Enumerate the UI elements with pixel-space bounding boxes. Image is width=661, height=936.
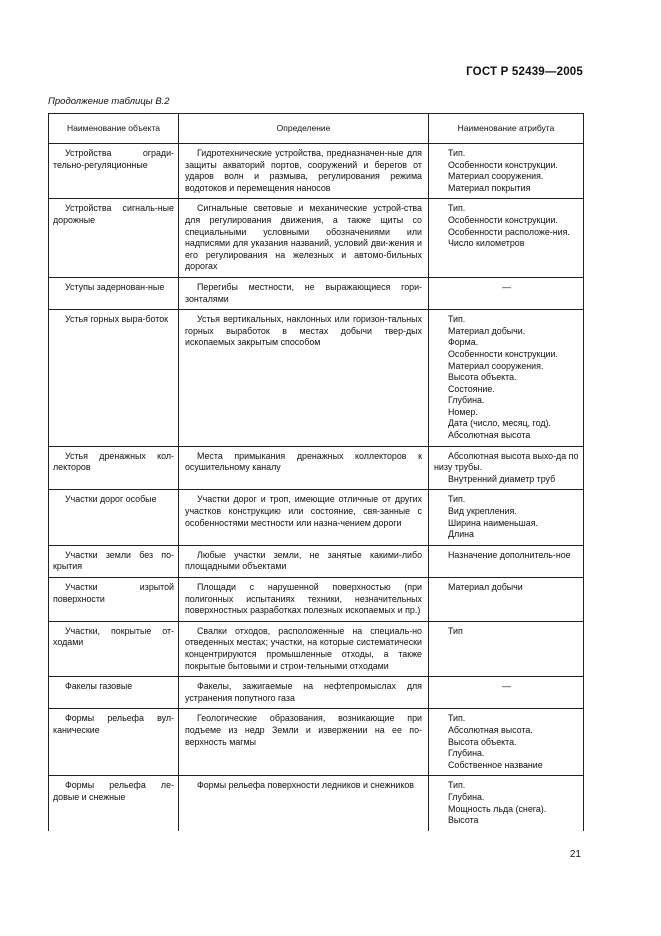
attributes-cell xyxy=(429,677,584,709)
object-name-cell: Устья горных выра-боток xyxy=(49,310,179,447)
attribute-item: Глубина. xyxy=(448,395,485,406)
attribute-item: Тип. xyxy=(448,314,466,325)
table-row xyxy=(49,310,584,447)
attribute-item: — xyxy=(502,681,511,692)
attribute-item: Тип xyxy=(448,625,463,636)
attribute-item: Тип. xyxy=(448,494,466,505)
attribute-item: Тип. xyxy=(448,780,466,791)
definition-cell: Устья вертикальных, наклонных или горизон-тальных горных выработок в местах добычи твер-дых ископаемых закрытым способом xyxy=(179,310,429,447)
attributes-cell xyxy=(429,776,584,831)
object-name-cell: Факелы газовые xyxy=(49,677,179,709)
object-name-cell: Участки изрытой поверхности xyxy=(49,578,179,622)
attribute-item: Форма. xyxy=(448,337,479,348)
document-code: ГОСТ Р 52439—2005 xyxy=(466,66,583,78)
attribute-item: Материал добычи xyxy=(448,582,523,592)
attribute-item: Тип. xyxy=(448,148,466,158)
table-row xyxy=(49,776,584,831)
attributes-cell xyxy=(429,277,584,309)
attributes-cell xyxy=(429,709,584,776)
attribute-item: Мощность льда (снега). xyxy=(448,803,547,814)
table-row xyxy=(49,677,584,709)
attribute-item: Ширина наименьшая. xyxy=(448,517,538,528)
definition-cell: Формы рельефа поверхности ледников и снежников xyxy=(179,776,429,831)
attribute-item: Высота объекта. xyxy=(448,372,517,383)
attribute-item: Материал сооружения. xyxy=(448,171,544,182)
attribute-item: Высота объекта. xyxy=(448,736,517,747)
table-row xyxy=(49,277,584,309)
object-name-cell: Участки, покрытые от-ходами xyxy=(49,621,179,676)
object-name-cell: Участки земли без по-крытия xyxy=(49,545,179,577)
attribute-item: Собственное название xyxy=(448,759,543,770)
attribute-item: Абсолютная высота. xyxy=(448,724,533,735)
table-row xyxy=(49,545,584,577)
attribute-item: Дата (число, месяц, год). xyxy=(448,418,551,429)
object-name-cell: Формы рельефа ле-довые и снежные xyxy=(49,776,179,831)
attribute-item: Абсолютная высота xyxy=(448,430,531,441)
attribute-item: Вид укрепления. xyxy=(448,506,517,517)
attribute-item: Длина xyxy=(448,529,474,540)
object-name-cell: Устья дренажных кол-лекторов xyxy=(49,446,179,490)
attributes-cell xyxy=(429,144,584,199)
definition-cell: Свалки отходов, расположенные на специаль-но отведенных местах; участки, на которые систематически концентрируются промышленные отходы, а также покрытые бытовыми и строи-тельными отходами xyxy=(179,621,429,676)
table-row xyxy=(49,621,584,676)
object-name-cell: Формы рельефа вул-канические xyxy=(49,709,179,776)
attribute-item: Особенности конструкции. xyxy=(448,159,558,170)
definition-cell: Любые участки земли, не занятые какими-либо площадными объектами xyxy=(179,545,429,577)
definition-cell: Перегибы местности, не выражающиеся гори-зонталями xyxy=(179,277,429,309)
definitions-table xyxy=(48,113,584,831)
definition-cell: Участки дорог и троп, имеющие отличные от других участков конструкцию или состояние, свя-занные с особенностями местности или назна-чением дороги xyxy=(179,490,429,545)
column-header-attribute-name: Наименование атрибута xyxy=(429,114,584,144)
attribute-item: Состояние. xyxy=(448,383,495,394)
object-name-cell: Участки дорог особые xyxy=(49,490,179,545)
table-row xyxy=(49,709,584,776)
attributes-cell xyxy=(429,446,584,490)
attributes-cell xyxy=(429,310,584,447)
column-header-definition: Определение xyxy=(179,114,429,144)
column-header-object-name: Наименование объекта xyxy=(49,114,179,144)
attributes-cell xyxy=(429,490,584,545)
definition-cell: Гидротехнические устройства, предназначен-ные для защиты акваторий портов, сооружений и берегов от ударов волн и размыва, регулирования режима водотоков и перемещения наносов xyxy=(179,144,429,199)
attribute-item: Особенности расположе-ния. xyxy=(448,226,570,237)
attribute-item: — xyxy=(502,281,511,292)
attribute-item: Высота xyxy=(448,815,479,826)
table-row xyxy=(49,578,584,622)
attribute-item: Материал добычи. xyxy=(448,325,526,336)
attribute-item: Внутренний диаметр труб xyxy=(448,473,556,484)
attribute-item: Материал сооружения. xyxy=(448,360,544,371)
attribute-item: Материал покрытия xyxy=(448,182,531,193)
attribute-item: Абсолютная высота выхо-да по низу трубы. xyxy=(434,450,579,473)
table-row xyxy=(49,199,584,278)
table-row xyxy=(49,144,584,199)
attribute-item: Назначение дополнитель-ное xyxy=(448,549,571,560)
attribute-item: Тип. xyxy=(448,713,466,724)
definition-cell: Площади с нарушенной поверхностью (при полигонных испытаниях техники, незначительных поверхностных разработках полезных ископаемых и пр.) xyxy=(179,578,429,622)
table-header-row xyxy=(49,114,584,144)
table-row xyxy=(49,490,584,545)
table-caption: Продолжение таблицы В.2 xyxy=(48,96,170,107)
attribute-item: Тип. xyxy=(448,203,466,214)
attribute-item: Номер. xyxy=(448,406,478,417)
attribute-item: Глубина. xyxy=(448,748,485,759)
page-number: 21 xyxy=(569,849,581,860)
attribute-item: Особенности конструкции. xyxy=(448,214,558,225)
object-name-cell: Устройства огради-тельно-регуляционные xyxy=(49,144,179,199)
attributes-cell xyxy=(429,621,584,676)
table-row xyxy=(49,446,584,490)
definition-cell: Геологические образования, возникающие при подъеме из недр Земли и извержении на ее по-верхность магмы xyxy=(179,709,429,776)
attribute-item: Число километров xyxy=(448,238,525,249)
object-name-cell: Устройства сигналь-ные дорожные xyxy=(49,199,179,278)
attribute-item: Глубина. xyxy=(448,791,485,802)
definition-cell: Сигнальные световые и механические устрой-ства для регулирования движения, а также щиты со специальными условными обозначениями или надписями для указания названий, условий дви-жения и его регулирования на железных и автомо-бильных дорогах xyxy=(179,199,429,278)
definition-cell: Факелы, зажигаемые на нефтепромыслах для устранения попутного газа xyxy=(179,677,429,709)
attribute-item: Особенности конструкции. xyxy=(448,348,558,359)
attributes-cell xyxy=(429,578,584,622)
attributes-cell xyxy=(429,199,584,278)
object-name-cell: Уступы задернован-ные xyxy=(49,277,179,309)
attributes-cell xyxy=(429,545,584,577)
definition-cell: Места примыкания дренажных коллекторов к осушительному каналу xyxy=(179,446,429,490)
